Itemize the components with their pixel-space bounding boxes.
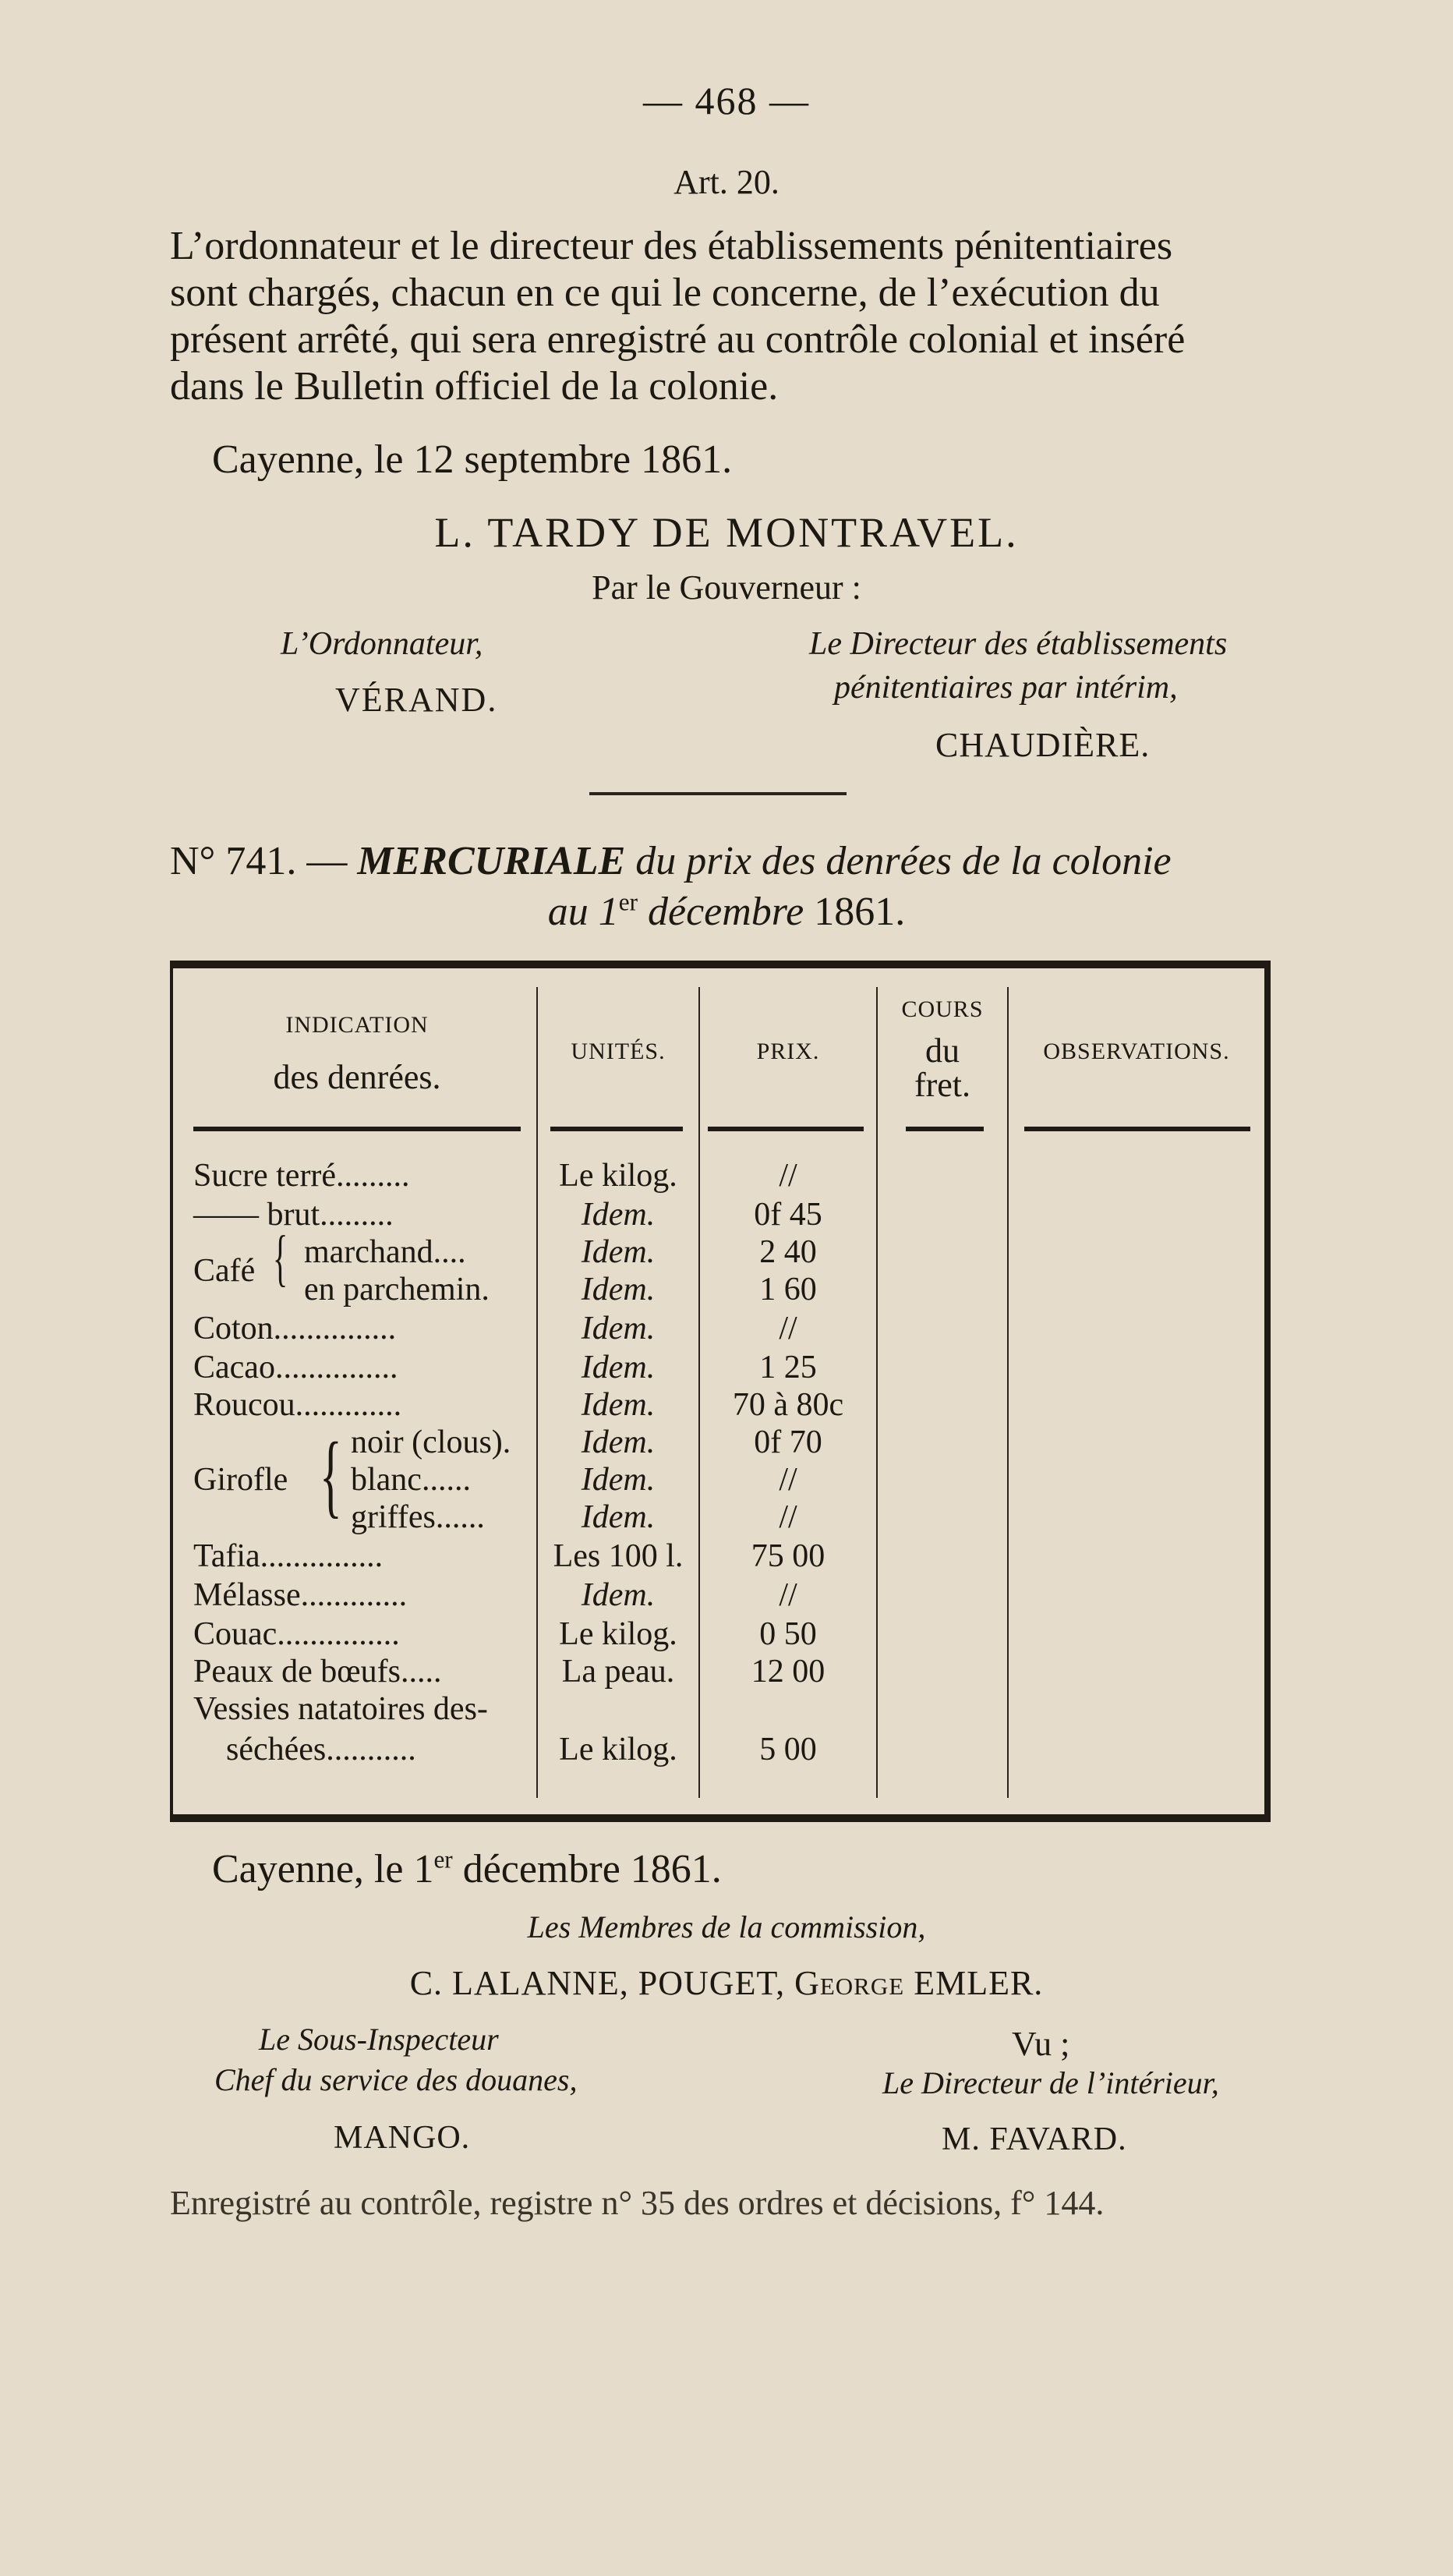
row-price: 75 00 (751, 1538, 825, 1574)
row-price: // (779, 1462, 797, 1498)
row-unit: Idem. (581, 1424, 656, 1460)
document-number: N° 741. — (170, 839, 348, 883)
directeur-title-line1: Le Directeur des établissements (809, 626, 1228, 662)
header-denrees: des denrées. (273, 1058, 441, 1096)
row-unit: Idem. (581, 1499, 656, 1535)
members-george: George (794, 1964, 905, 2002)
row-product: Tafia............... (193, 1538, 384, 1574)
row-price: 0 50 (759, 1616, 817, 1652)
article-heading: Art. 20. (673, 163, 780, 201)
paragraph-line: sont chargés, chacun en ce qui le concerne, de l’exécution du (170, 271, 1160, 315)
ordonnateur-title: L’Ordonnateur, (281, 626, 483, 662)
row-unit: Idem. (581, 1462, 656, 1498)
table-left-border (170, 968, 173, 1814)
brace-icon: { (273, 1224, 288, 1293)
governor-signature: L. TARDY DE MONTRAVEL. (434, 509, 1019, 556)
commission-members-heading: Les Membres de la commission, (527, 1909, 926, 1944)
title-sup: er (618, 888, 638, 916)
ordonnateur-name: VÉRAND. (335, 681, 498, 719)
row-product: en parchemin. (304, 1272, 490, 1307)
title-year: 1861. (814, 890, 906, 934)
row-unit: La peau. (561, 1654, 675, 1690)
registration-note: Enregistré au contrôle, registre n° 35 des ordres et décisions, f° 144. (170, 2184, 1105, 2222)
row-unit: Idem. (581, 1234, 656, 1270)
row-unit: Idem. (581, 1350, 656, 1385)
table-right-border (1264, 968, 1271, 1814)
row-unit: Idem. (581, 1311, 656, 1346)
header-rule (193, 1127, 521, 1131)
table-bottom-border (170, 1814, 1271, 1822)
separator-rule (589, 792, 847, 795)
title-au: au 1 (547, 890, 619, 934)
header-unites: UNITÉS. (571, 1039, 666, 1064)
row-product: Roucou............. (193, 1387, 402, 1423)
row-price: 70 à 80c (732, 1387, 844, 1423)
row-unit: Idem. (581, 1197, 656, 1233)
paragraph-line: dans le Bulletin officiel de la colonie. (170, 364, 779, 409)
paragraph-line: L’ordonnateur et le directeur des établissements pénitentiaires (170, 224, 1173, 268)
closing-date-sup: er (433, 1845, 453, 1874)
row-price: 0f 70 (754, 1424, 822, 1460)
page-number: — 468 — (643, 79, 810, 122)
header-cours: COURS (901, 996, 984, 1022)
row-unit: Idem. (581, 1387, 656, 1423)
group-label-cafe: Café (193, 1253, 256, 1289)
place-date: Cayenne, le 12 septembre 1861. (212, 437, 733, 482)
directeur-interieur-title: Le Directeur de l’intérieur, (882, 2065, 1219, 2100)
mercuriale-word: MERCURIALE (357, 839, 626, 883)
mercuriale-table (170, 961, 1271, 1822)
row-product: noir (clous). (351, 1424, 511, 1460)
row-price: // (779, 1577, 797, 1613)
douanes-title: Chef du service des douanes, (214, 2062, 578, 2097)
brace-icon: { (320, 1423, 342, 1527)
row-product: —— brut......... (193, 1197, 394, 1233)
header-rule (906, 1127, 984, 1131)
closing-date-b: décembre 1861. (452, 1847, 722, 1891)
row-unit: Les 100 l. (553, 1538, 684, 1574)
commission-members-names (0, 1963, 1453, 2003)
row-price: 5 00 (759, 1732, 817, 1767)
row-product: Peaux de bœufs..... (193, 1654, 442, 1690)
column-divider (876, 987, 878, 1798)
row-product: marchand.... (304, 1234, 466, 1270)
par-le-gouverneur: Par le Gouverneur : (592, 568, 861, 607)
row-price: // (779, 1311, 797, 1346)
directeur-name: CHAUDIÈRE. (935, 726, 1151, 764)
header-prix: PRIX. (756, 1039, 820, 1064)
sous-inspecteur-name: MANGO. (334, 2120, 471, 2156)
row-product: blanc...... (351, 1462, 471, 1498)
row-unit: Idem. (581, 1577, 656, 1613)
row-price: 12 00 (751, 1654, 825, 1690)
table-top-border (170, 961, 1271, 968)
header-fret: fret. (914, 1066, 971, 1104)
row-price: // (779, 1158, 797, 1194)
paragraph-line: présent arrêté, qui sera enregistré au contrôle colonial et inséré (170, 317, 1186, 362)
header-rule (1024, 1127, 1250, 1131)
row-price: // (779, 1499, 797, 1535)
row-price: 0f 45 (754, 1197, 822, 1233)
vu-label: Vu ; (1012, 2025, 1070, 2063)
header-rule (708, 1127, 864, 1131)
header-du: du (925, 1031, 960, 1070)
closing-date (212, 1846, 722, 1892)
row-product: griffes...... (351, 1499, 485, 1535)
row-product: Couac............... (193, 1616, 400, 1652)
closing-date-a: Cayenne, le 1 (212, 1847, 434, 1891)
row-product: Vessies natatoires des- (193, 1691, 488, 1727)
members-c: EMLER. (904, 1964, 1044, 2002)
row-product: Sucre terré......... (193, 1158, 410, 1194)
row-price: 1 25 (759, 1350, 817, 1385)
article-paragraph (170, 223, 1278, 410)
title-month: décembre (648, 890, 804, 934)
sous-inspecteur-title: Le Sous-Inspecteur (259, 2022, 499, 2057)
document-title-line1 (170, 838, 1172, 884)
row-unit: Le kilog. (559, 1732, 677, 1767)
row-product: Mélasse............. (193, 1577, 408, 1613)
row-product: séchées........... (226, 1732, 416, 1767)
group-label-girofle: Girofle (193, 1462, 288, 1498)
members-a: C. LALANNE, POUGET, (409, 1964, 795, 2002)
row-product: Coton............... (193, 1311, 397, 1346)
document-title-line2 (0, 889, 1453, 935)
row-product: Cacao............... (193, 1350, 398, 1385)
directeur-title-line2: pénitentiaires par intérim, (834, 670, 1178, 706)
row-unit: Le kilog. (559, 1158, 677, 1194)
row-price: 2 40 (759, 1234, 817, 1270)
header-indication: INDICATION (285, 1012, 429, 1038)
directeur-interieur-name: M. FAVARD. (942, 2121, 1127, 2157)
column-divider (1007, 987, 1009, 1798)
row-unit: Idem. (581, 1272, 656, 1307)
row-price: 1 60 (759, 1272, 817, 1307)
header-rule (550, 1127, 683, 1131)
header-observations: OBSERVATIONS. (1043, 1039, 1230, 1064)
row-unit: Le kilog. (559, 1616, 677, 1652)
title-rest: du prix des denrées de la colonie (635, 839, 1172, 883)
